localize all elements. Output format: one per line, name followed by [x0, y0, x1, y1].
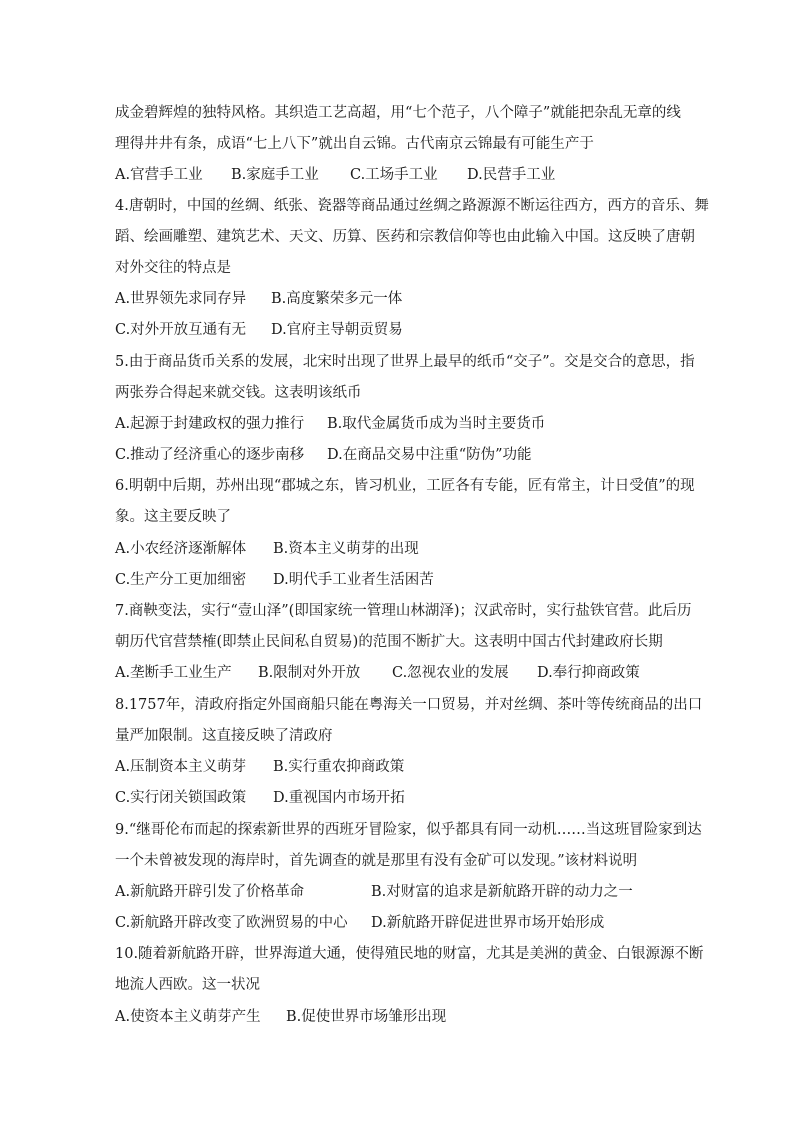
- q5-option-c[interactable]: C.推动了经济重心的逐步南移: [115, 447, 305, 463]
- q7-option-a[interactable]: A.垄断手工业生产: [115, 665, 232, 681]
- q5-stem-line-2: 两张券合得起来就交钱。这表明该纸币: [115, 385, 362, 401]
- q10-stem-line-2: 地流人西欧。这一状况: [115, 977, 260, 993]
- q6-option-a[interactable]: A.小农经济逐渐解体: [115, 541, 247, 557]
- q6-option-c[interactable]: C.生产分工更加细密: [115, 572, 247, 588]
- q6-stem-line-1: 6.明朝中后期，苏州出现“郡城之东，皆习机业，工匠各有专能，匠有常主，计日受值”的现: [115, 478, 695, 494]
- q8-stem-line-2: 量严加限制。这直接反映了清政府: [115, 728, 333, 744]
- q3-stem-line-2: 理得井井有条，成语“七上八下”就出自云锦。古代南京云锦最有可能生产于: [115, 136, 594, 152]
- q6-stem-line-2: 象。这主要反映了: [115, 509, 231, 525]
- q8-option-b[interactable]: B.实行重农抑商政策: [273, 759, 405, 775]
- q7-stem-line-2: 朝历代官营禁榷(即禁止民间私自贸易)的范围不断扩大。这表明中国古代封建政府长期: [115, 634, 663, 650]
- q7-option-b[interactable]: B.限制对外开放: [258, 665, 361, 681]
- q3-option-a[interactable]: A.官营手工业: [115, 167, 203, 183]
- q9-stem-line-2: 一个未曾被发现的海岸时，首先调查的就是那里有没有金矿可以发现。”该材料说明: [115, 853, 638, 869]
- q3-option-b[interactable]: B.家庭手工业: [231, 167, 319, 183]
- q5-option-b[interactable]: B.取代金属货币成为当时主要货币: [327, 416, 546, 432]
- q3-option-c[interactable]: C.工场手工业: [350, 167, 438, 183]
- q6-option-b[interactable]: B.资本主义萌芽的出现: [273, 541, 419, 557]
- q9-option-a[interactable]: A.新航路开辟引发了价格革命: [115, 884, 305, 900]
- q4-option-c[interactable]: C.对外开放互通有无: [115, 322, 247, 338]
- q3-stem-line-1: 成金碧辉煌的独特风格。其织造工艺高超，用“七个范子，八个障子”就能把杂乱无章的线: [115, 105, 681, 121]
- q4-stem-line-3: 对外交往的特点是: [115, 260, 231, 276]
- q7-stem-line-1: 7.商鞅变法，实行“壹山泽”(即国家统一管理山林湖泽)；汉武帝时，实行盐铁官营。此后历: [115, 603, 692, 619]
- q4-stem-line-1: 4.唐朝时，中国的丝绸、纸张、瓷器等商品通过丝绸之路源源不断运往西方，西方的音乐、舞: [115, 198, 709, 214]
- q8-option-c[interactable]: C.实行闭关锁国政策: [115, 790, 247, 806]
- q10-option-b[interactable]: B.促使世界市场雏形出现: [286, 1009, 447, 1025]
- q5-option-d[interactable]: D.在商品交易中注重“防伪”功能: [327, 447, 532, 463]
- q10-stem-line-1: 10.随着新航路开辟，世界海道大通，使得殖民地的财富，尤其是美洲的黄金、白银源源不断: [115, 946, 704, 962]
- q4-stem-line-2: 蹈、绘画雕塑、建筑艺术、天文、历算、医药和宗教信仰等也由此输入中国。这反映了唐朝: [115, 229, 695, 245]
- q5-stem-line-1: 5.由于商品货币关系的发展，北宋时出现了世界上最早的纸币“交子”。交是交合的意思，指: [115, 354, 695, 370]
- q7-option-c[interactable]: C.忽视农业的发展: [392, 665, 509, 681]
- q8-option-a[interactable]: A.压制资本主义萌芽: [115, 759, 247, 775]
- q8-option-d[interactable]: D.重视国内市场开拓: [273, 790, 405, 806]
- q10-option-a[interactable]: A.使资本主义萌芽产生: [115, 1009, 261, 1025]
- q8-stem-line-1: 8.1757年，清政府指定外国商船只能在粤海关一口贸易，并对丝绸、茶叶等传统商品的出口: [115, 697, 703, 713]
- q9-option-c[interactable]: C.新航路开辟改变了欧洲贸易的中心: [115, 915, 348, 931]
- q6-option-d[interactable]: D.明代手工业者生活困苦: [273, 572, 434, 588]
- q9-option-d[interactable]: D.新航路开辟促进世界市场开始形成: [371, 915, 605, 931]
- q4-option-a[interactable]: A.世界领先求同存异: [115, 291, 247, 307]
- q9-option-b[interactable]: B.对财富的追求是新航路开辟的动力之一: [371, 884, 633, 900]
- q4-option-b[interactable]: B.高度繁荣多元一体: [271, 291, 403, 307]
- q4-option-d[interactable]: D.官府主导朝贡贸易: [271, 322, 403, 338]
- q5-option-a[interactable]: A.起源于封建政权的强力推行: [115, 416, 305, 432]
- q7-option-d[interactable]: D.奉行抑商政策: [537, 665, 640, 681]
- q3-option-d[interactable]: D.民营手工业: [467, 167, 556, 183]
- q9-stem-line-1: 9.“继哥伦布而起的探索新世界的西班牙冒险家，似乎都具有同一动机……当这班冒险家到达: [115, 822, 702, 838]
